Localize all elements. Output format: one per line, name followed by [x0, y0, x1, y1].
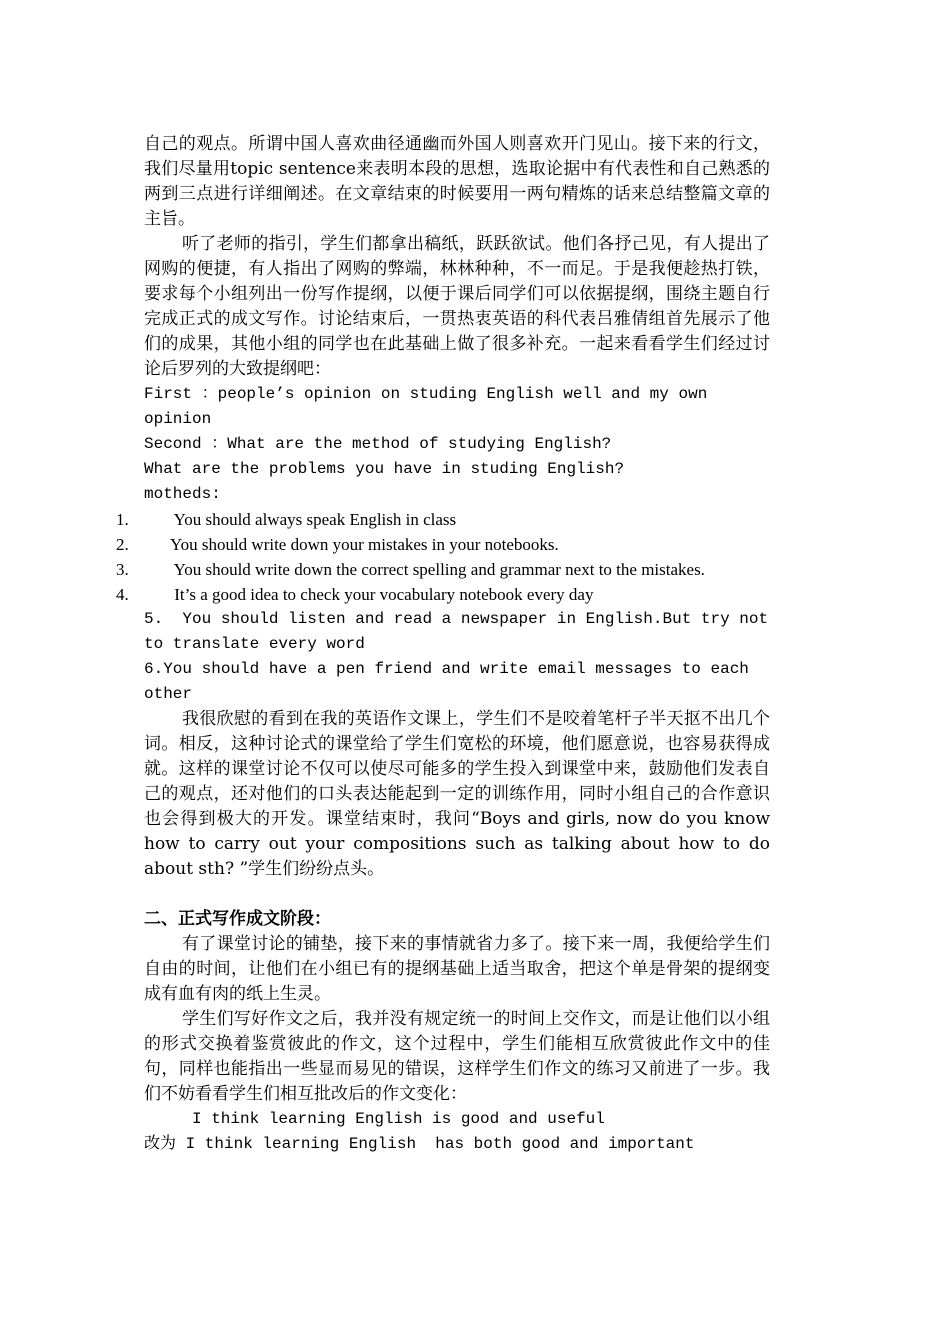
example-before: I think learning English is good and useful — [192, 1110, 605, 1128]
outline-item-2 — [116, 532, 770, 557]
paragraph-reflection: 我很欣慰的看到在我的英语作文课上，学生们不是咬着笔杆子半天抠不出几个词。相反，这种讨论式的课堂给了学生们宽松的环境，他们愿意说，也容易获得成就。这样的课堂讨论不仅可以使尽可能多的学生投入到课堂中来，鼓励他们发表自己的观点，还对他们的口头表达能起到一定的训练作用，同时小组自己的合作意识也会得到极大的开发。课堂结束时，我问“Boys and girls, now do you know how to carry out your compositions such as talking about how to do about sth? ”学生们纷纷点头。 — [144, 709, 770, 879]
item-text: You should write down the correct spelling and grammar next to the mistakes. — [173, 560, 705, 579]
outline-first: First ：people’s opinion on studing English well and my own opinion — [144, 385, 717, 428]
item-number: 1. — [116, 510, 129, 529]
outline-third: What are the problems you have in studing English? — [144, 460, 625, 478]
item-text: You should write down your mistakes in your notebooks. — [170, 535, 559, 554]
paragraph-teacher-guidance: 听了老师的指引，学生们都拿出稿纸，跃跃欲试。他们各抒己见，有人提出了网购的便捷，有人指出了网购的弊端，林林种种，不一而足。于是我便趁热打铁，要求每个小组列出一份写作提纲，以便于课后同学们可以依据提纲，围绕主题自行完成正式的成文写作。讨论结束后，一贯热衷英语的科代表吕雅倩组首先展示了他们的成果，其他小组的同学也在此基础上做了很多补充。一起来看看学生们经过讨论后罗列的大致提纲吧： — [144, 234, 770, 379]
outline-item-1 — [116, 507, 770, 532]
outline-list — [116, 382, 778, 707]
section-heading: 二、正式写作成文阶段： — [144, 909, 331, 929]
item-number: 3. — [116, 560, 129, 579]
item-text: It’s a good idea to check your vocabulary notebook every day — [174, 585, 594, 604]
example-after: 改为 I think learning English has both good and important — [144, 1135, 695, 1153]
paragraph-intro-end: 自己的观点。所谓中国人喜欢曲径通幽而外国人则喜欢开门见山。接下来的行文，我们尽量用topic sentence来表明本段的思想，选取论据中有代表性和自己熟悉的两到三点进行详细阐述。在文章结束的时候要用一两句精炼的话来总结整篇文章的主旨。 — [144, 134, 770, 229]
outline-item-4 — [116, 582, 770, 607]
outline-second: Second ：What are the method of studying English? — [144, 435, 612, 453]
outline-item-6: 6.You should have a pen friend and write email messages to each other — [144, 660, 759, 703]
paragraph-writing-stage: 有了课堂讨论的铺垫，接下来的事情就省力多了。接下来一周，我便给学生们自由的时间，让他们在小组已有的提纲基础上适当取舍，把这个单是骨架的提纲变成有血有肉的纸上生灵。 — [144, 934, 770, 1004]
paragraph-peer-review: 学生们写好作文之后，我并没有规定统一的时间上交作文，而是让他们以小组的形式交换着鉴赏彼此的作文，这个过程中，学生们能相互欣赏彼此作文中的佳句，同样也能指出一些显而易见的错误，这样学生们作文的练习又前进了一步。我们不妨看看学生们相互批改后的作文变化： — [144, 1009, 770, 1104]
item-number: 4. — [116, 585, 129, 604]
item-number: 2. — [116, 535, 129, 554]
document-page — [116, 132, 778, 1157]
outline-methods-label: motheds: — [144, 485, 221, 503]
item-text: You should always speak English in class — [173, 510, 457, 529]
outline-item-3 — [116, 557, 770, 582]
outline-item-5: 5. You should listen and read a newspaper in English.But try not to translate every word — [144, 610, 778, 653]
